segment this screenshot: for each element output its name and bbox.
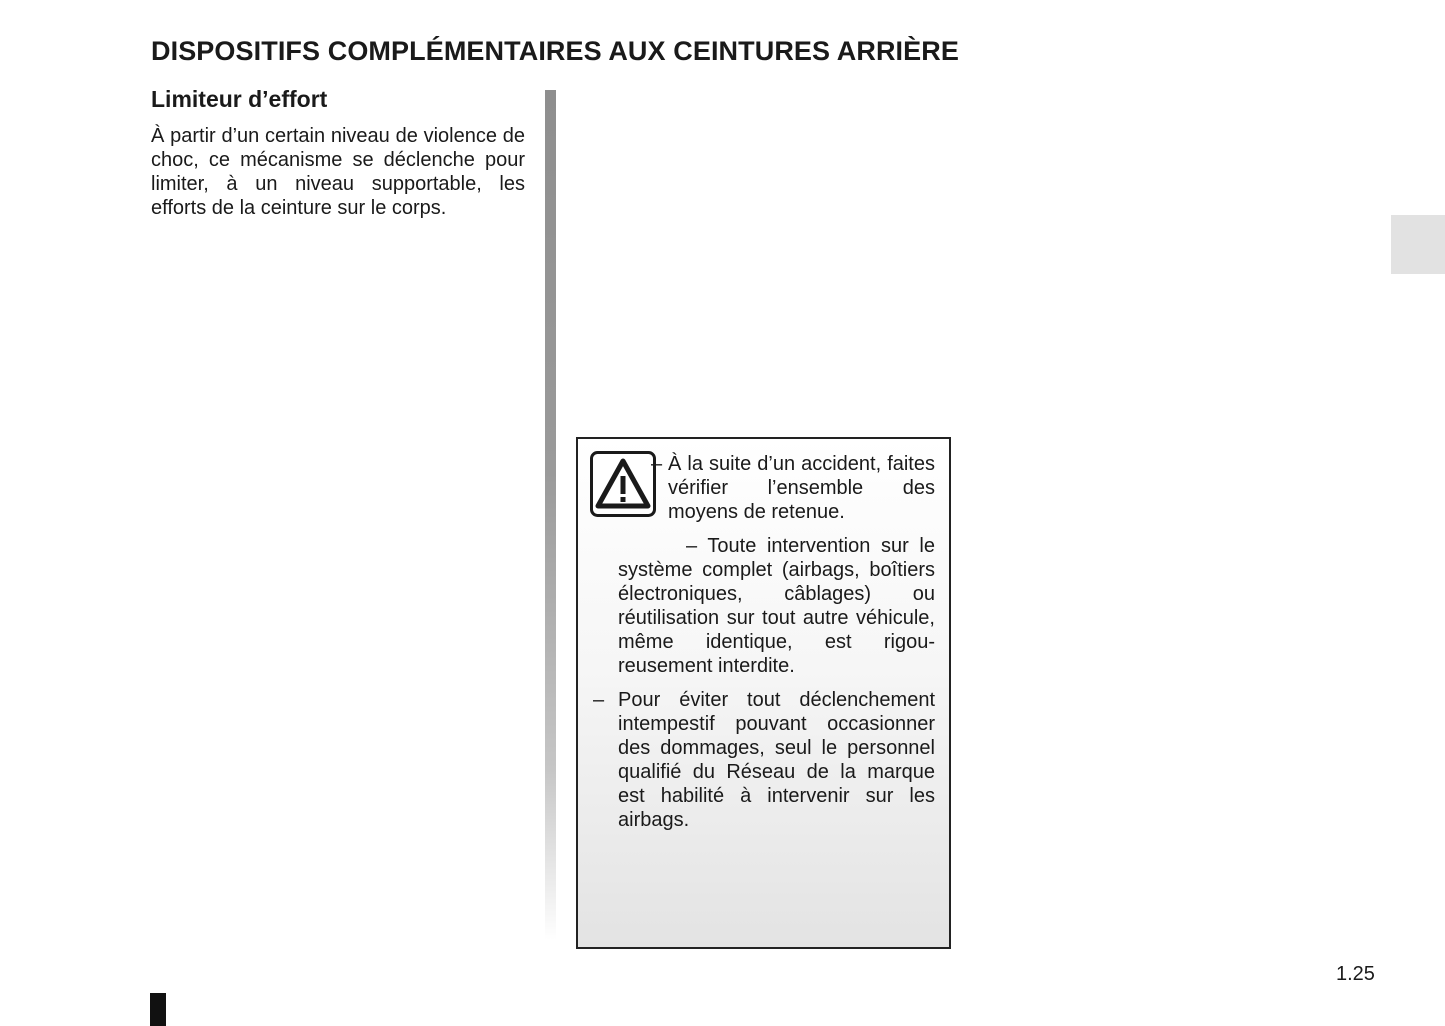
warning-item-dash: – [651, 453, 663, 475]
warning-item: – Toute intervention sur le système complet (airbags, boîtiers électroniques, câblages) ou réutilisation sur tout autre véhicule, même identique, est rigoureusement interdite. [618, 535, 935, 677]
chapter-tab [1391, 215, 1445, 274]
page-number: 1.25 [1336, 963, 1375, 985]
warning-item-dash: – [593, 689, 605, 711]
section-body: À partir d’un certain niveau de violence de choc, ce mécanisme se déclenche pour limiter, à un niveau supportable, les efforts de la ceinture sur le corps. [151, 125, 525, 219]
page-title: DISPOSITIFS COMPLÉMENTAIRES AUX CEINTURES ARRIÈRE [151, 36, 959, 66]
section-heading: Limiteur d’effort [151, 86, 328, 112]
warning-item [593, 688, 935, 832]
warning-item [651, 452, 935, 524]
warning-item-text: Pour éviter tout déclenchement intempestif pouvant occasionner des dommages, seul le personnel qualifié du Réseau de la marque est habilité à intervenir sur les airbags. [618, 689, 935, 831]
corner-mark [150, 993, 166, 1026]
warning-box [576, 437, 951, 949]
warning-triangle-icon [590, 451, 656, 517]
column-divider [545, 90, 556, 940]
warning-item-text: À la suite d’un accident, faites vérifier l’ensemble des moyens de retenue. [668, 453, 935, 523]
